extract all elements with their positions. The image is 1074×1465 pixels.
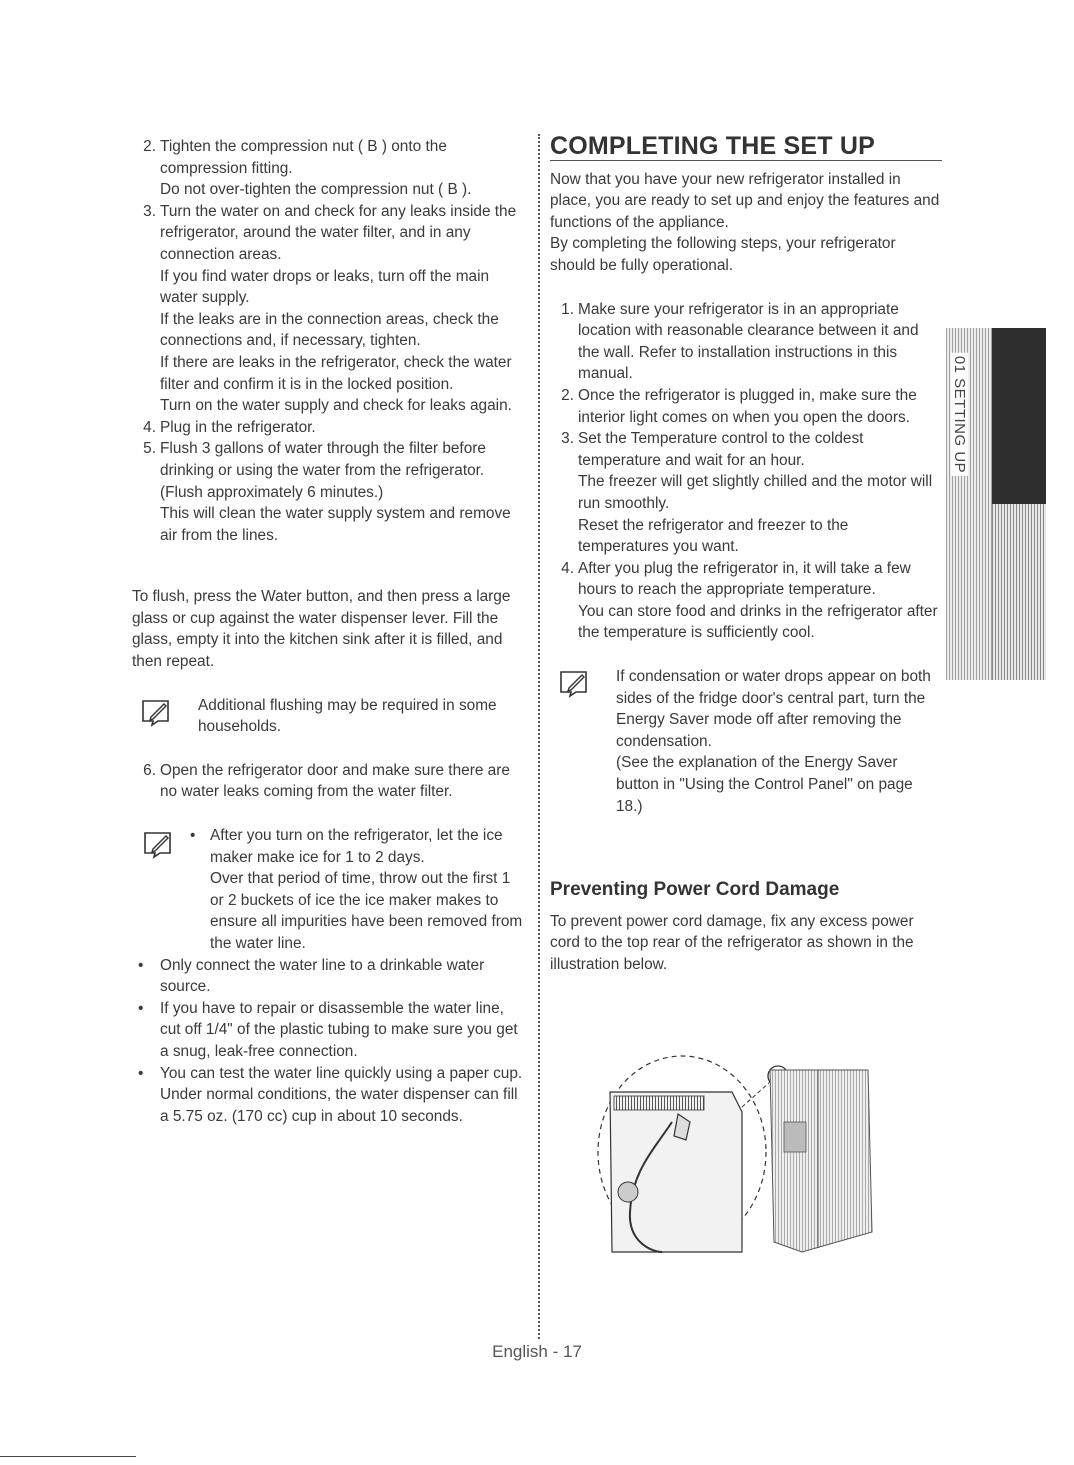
note-line: If condensation or water drops appear on both sides of the fridge door's central part, turn the Energy Saver mode off after removing the condensation.	[616, 668, 931, 750]
step-number: 1.	[561, 300, 574, 318]
bullet-dot: •	[190, 827, 196, 845]
step-line: Plug in the refrigerator.	[160, 418, 316, 436]
step-number: 2.	[561, 386, 574, 404]
intro-line: Now that you have your new refrigerator installed in place, you are ready to set up and enjoy the features and functions of the appliance.	[550, 170, 940, 231]
bullet-line: Under normal conditions, the water dispenser can fill a 5.75 oz. (170 cc) cup in about 10 seconds.	[160, 1086, 518, 1125]
step-number: 3.	[561, 430, 574, 448]
bullet-item	[132, 998, 526, 1063]
step-number: 4.	[143, 418, 156, 436]
step-line: Once the refrigerator is plugged in, make sure the interior light comes on when you open the doors.	[578, 386, 917, 426]
tab-dark-block	[992, 328, 1046, 504]
step-number: 4.	[561, 559, 574, 577]
chapter-side-tab	[946, 328, 1046, 680]
step-number: 2.	[143, 138, 156, 155]
bullet-line: • If you have to repair or disassemble the water line, cut off 1/4" of the plastic tubing to make sure you get a snug, leak-free connection.	[160, 999, 518, 1060]
step-line: Make sure your refrigerator is in an appropriate location with reasonable clearance between it and the wall. Refer to installation instructions in this manual.	[578, 300, 919, 383]
step-line: After you plug the refrigerator in, it will take a few hours to reach the appropriate temperature.	[578, 559, 911, 599]
intro-line: By completing the following steps, your refrigerator should be fully operational.	[550, 235, 896, 274]
step-line: The freezer will get slightly chilled and the motor will run smoothly.	[578, 473, 933, 512]
step-line: You can store food and drinks in the refrigerator after the temperature is sufficiently cool.	[578, 602, 938, 642]
section-heading: COMPLETING THE SET UP	[550, 136, 942, 161]
note-text	[616, 666, 942, 817]
water-line-bullets	[132, 955, 526, 1128]
step-line: Flush 3 gallons of water through the filter before drinking or using the water from the refrigerator. (Flush approximately 6 minutes.)	[160, 440, 486, 501]
step-line: Turn on the water supply and check for leaks again.	[160, 397, 512, 415]
step-item	[550, 385, 942, 428]
step-line: Set the Temperature control to the coldest temperature and wait for an hour.	[578, 430, 864, 469]
step-item	[550, 428, 942, 558]
step-line: This will clean the water supply system and remove air from the lines.	[160, 505, 511, 544]
note-additional-flushing	[132, 695, 526, 738]
step-item	[550, 558, 942, 644]
bullet-line: • You can test the water line quickly using a paper cup.	[160, 1064, 523, 1082]
note-condensation	[550, 666, 942, 817]
step-number: 6.	[143, 761, 156, 779]
tab-hatch-pattern	[992, 504, 1046, 680]
cord-damage-text: To prevent power cord damage, fix any excess power cord to the top rear of the refrigerator as shown in the illustration below.	[550, 912, 914, 973]
intro-text	[550, 169, 942, 277]
bullet-item	[132, 1063, 526, 1128]
install-steps-list	[132, 136, 526, 546]
step-item	[132, 438, 526, 546]
step-line: Do not over-tighten the compression nut ( B ).	[160, 181, 472, 199]
flush-instructions: To flush, press the Water button, and then press a large glass or cup against the water dispenser lever. Fill the glass, empty it into the kitchen sink after it is filled, and then repeat.	[132, 588, 511, 671]
step-line: If the leaks are in the connection areas, check the connections and, if necessary, tighten.	[160, 310, 499, 350]
note-pencil-icon	[558, 668, 592, 698]
bullet-line: • Only connect the water line to a drinkable water source.	[160, 956, 485, 996]
note-lines	[210, 825, 526, 955]
note-line: Over that period of time, throw out the first 1 or 2 buckets of ice the ice maker makes to ensure all impurities have been removed from the water line.	[210, 870, 523, 952]
right-column	[550, 132, 942, 976]
step-text: Open the refrigerator door and make sure there are no water leaks coming from the water filter.	[160, 761, 510, 801]
step-item	[132, 201, 526, 417]
note-pencil-icon	[140, 697, 174, 727]
tab-label: 01 SETTING UP	[952, 352, 969, 475]
step-line: If you find water drops or leaks, turn off the main water supply.	[160, 267, 490, 307]
step-line: Tighten the compression nut ( B ) onto the compression fitting.	[160, 138, 447, 177]
bottom-rule	[0, 1456, 136, 1457]
left-column	[132, 136, 526, 1127]
step-line: Turn the water on and check for any leaks inside the refrigerator, around the water filter, and in any connection areas.	[160, 202, 517, 263]
step-item	[132, 417, 526, 439]
step-6	[132, 760, 526, 803]
page-footer: English - 17	[492, 1342, 582, 1361]
step-number: 3.	[143, 202, 156, 220]
step-line: Reset the refrigerator and freezer to the temperatures you want.	[578, 516, 849, 556]
note-pencil-icon	[142, 829, 176, 859]
step-number: 5.	[143, 440, 156, 458]
subsection-heading: Preventing Power Cord Damage	[550, 879, 840, 901]
setup-steps-list	[550, 299, 942, 645]
column-divider	[538, 134, 540, 1339]
step-item	[132, 136, 526, 201]
note-ice-maker	[132, 825, 526, 955]
step-item	[550, 299, 942, 385]
refrigerator-power-cord-illustration	[592, 1052, 882, 1262]
note-text: Additional flushing may be required in some households.	[198, 696, 497, 736]
note-line: (See the explanation of the Energy Saver button in "Using the Control Panel" on page 18.)	[616, 754, 913, 815]
note-line: After you turn on the refrigerator, let the ice maker make ice for 1 to 2 days.	[210, 827, 503, 866]
step-line: If there are leaks in the refrigerator, check the water filter and confirm it is in the locked position.	[160, 353, 512, 393]
bullet-item	[132, 955, 526, 998]
